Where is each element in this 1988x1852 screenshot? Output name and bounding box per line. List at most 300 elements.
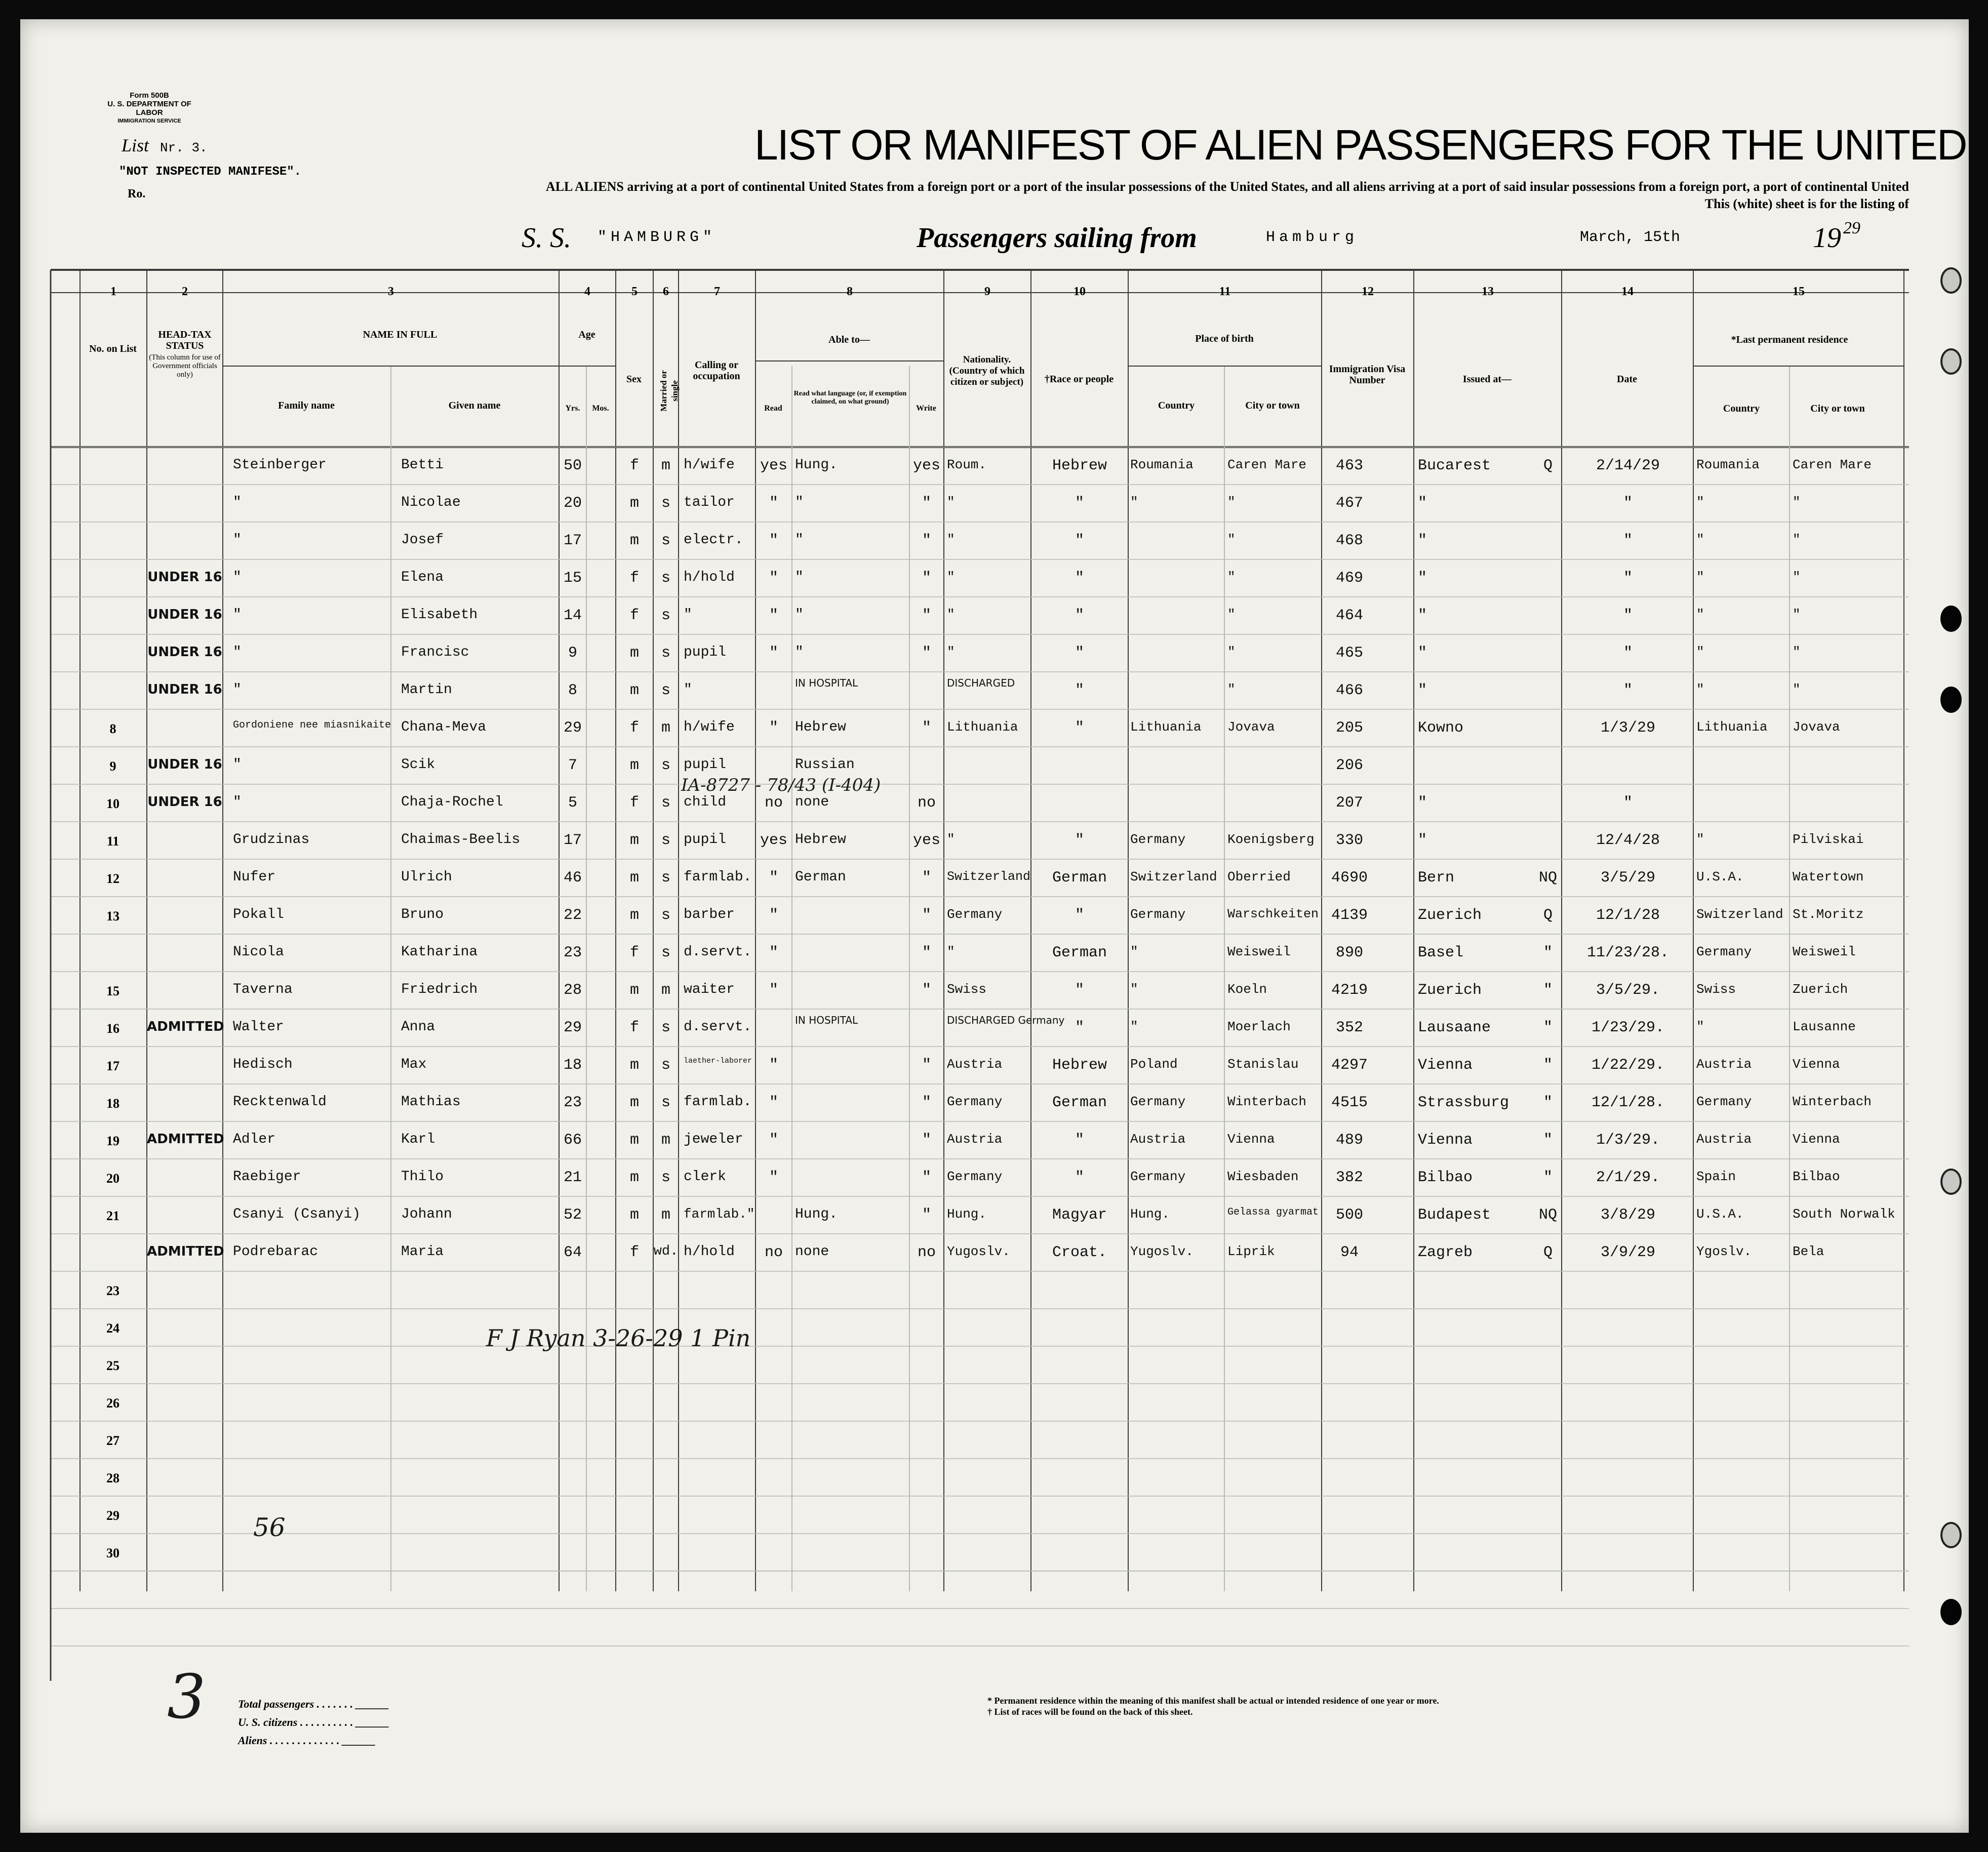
- race: ": [1075, 532, 1084, 549]
- visa-number: 207: [1335, 794, 1363, 812]
- quota-mark: ": [1543, 1057, 1553, 1074]
- marital-status: s: [661, 869, 670, 887]
- header-race: †Race or people: [1044, 374, 1114, 385]
- subtitle-sheet-note: This (white) sheet is for the listing of: [1704, 196, 1909, 211]
- quota-mark: Q: [1543, 457, 1553, 474]
- row-number: 16: [106, 1021, 120, 1036]
- issued-at: ": [1418, 532, 1427, 549]
- race: Hebrew: [1052, 1057, 1107, 1074]
- sex: f: [629, 944, 639, 961]
- quota-mark: ": [1543, 944, 1553, 961]
- residence-city: Pilviskai: [1793, 832, 1864, 847]
- list-label: List: [122, 135, 149, 155]
- column-number: 2: [182, 285, 188, 298]
- header-read-language: Read what language (or, if exemption claimed, on what ground): [793, 390, 907, 406]
- header-head-tax-note: (This column for use of Government officials only): [149, 353, 221, 379]
- race: Magyar: [1052, 1206, 1107, 1224]
- can-read: ": [769, 719, 778, 737]
- can-write: yes: [912, 457, 940, 474]
- row-number: 18: [106, 1096, 120, 1111]
- age-years: 14: [563, 607, 582, 624]
- birth-city: Koeln: [1227, 982, 1267, 997]
- header-issued-at: Issued at—: [1462, 374, 1512, 385]
- race: ": [1075, 982, 1084, 999]
- sex: m: [629, 1057, 639, 1074]
- family-name: ": [233, 607, 242, 623]
- header-visa-number: Immigration Visa Number: [1329, 364, 1406, 386]
- given-name: Anna: [401, 1019, 435, 1035]
- nationality: Germany: [947, 907, 1003, 922]
- occupation: farmlab.": [684, 1206, 755, 1222]
- occupation: h/hold: [684, 570, 735, 585]
- age-years: 66: [563, 1132, 582, 1149]
- sex: m: [629, 645, 639, 662]
- nationality: Switzerland: [947, 869, 1031, 884]
- age-years: 17: [563, 832, 582, 849]
- header-birth-city: City or town: [1245, 400, 1300, 411]
- given-name: Bruno: [401, 907, 444, 922]
- residence-city: ": [1793, 607, 1801, 622]
- family-name: Hedisch: [233, 1057, 293, 1072]
- family-name: Csanyi (Csanyi): [233, 1206, 361, 1222]
- visa-number: 206: [1335, 757, 1363, 774]
- age-years: 46: [563, 869, 582, 887]
- can-write: ": [922, 1206, 931, 1224]
- visa-date: 12/1/28: [1596, 907, 1660, 924]
- can-write: ": [922, 607, 931, 624]
- header-visa-date: Date: [1617, 374, 1637, 385]
- given-name: Mathias: [401, 1094, 461, 1110]
- birth-city: Gelassa gyarmat: [1227, 1206, 1319, 1218]
- department-name: U. S. DEPARTMENT OF LABOR: [107, 100, 191, 117]
- marital-status: s: [661, 757, 670, 774]
- sex: m: [629, 982, 639, 999]
- birth-country: Austria: [1130, 1132, 1186, 1147]
- occupation: ": [684, 682, 692, 698]
- read-language: ": [795, 532, 804, 548]
- hospital-id-note: IA-8727 - 78/43 (I-404): [681, 775, 881, 795]
- quota-mark: ": [1543, 1094, 1553, 1111]
- birth-country: Roumania: [1130, 457, 1194, 472]
- birth-city: Warschkeiten: [1227, 907, 1319, 921]
- sex: m: [629, 1132, 639, 1149]
- family-name: Taverna: [233, 982, 293, 997]
- read-language: Hung.: [795, 457, 838, 473]
- occupation: h/hold: [684, 1244, 735, 1260]
- header-sex: Sex: [626, 374, 642, 385]
- can-write: ": [922, 1169, 931, 1186]
- visa-date: 11/23/28.: [1586, 944, 1669, 961]
- header-mos: Mos.: [592, 404, 609, 413]
- residence-city: St.Moritz: [1793, 907, 1864, 922]
- marital-status: wd.: [653, 1244, 679, 1259]
- given-name: Ulrich: [401, 869, 452, 885]
- race: ": [1075, 907, 1084, 924]
- given-name: Chaimas-Beelis: [401, 832, 521, 848]
- read-language: none: [795, 1244, 829, 1260]
- birth-city: Oberried: [1227, 869, 1291, 884]
- row-number: 13: [106, 909, 120, 923]
- sex: m: [629, 495, 639, 512]
- birth-city: ": [1227, 682, 1236, 697]
- header-read: Read: [764, 404, 782, 413]
- can-read: ": [769, 570, 778, 587]
- birth-city: Koenigsberg: [1227, 832, 1315, 847]
- family-name: Pokall: [233, 907, 284, 922]
- occupation: pupil: [684, 832, 727, 848]
- corner-mark: 3: [167, 1662, 206, 1733]
- marital-status: m: [661, 1132, 670, 1149]
- age-years: 9: [568, 645, 577, 662]
- head-tax-status: UNDER 16: [147, 794, 222, 810]
- header-family-name: Family name: [278, 400, 335, 411]
- header-name-in-full: NAME IN FULL: [363, 329, 438, 340]
- given-name: Josef: [401, 532, 444, 548]
- read-language: ": [795, 607, 804, 623]
- marital-status: s: [661, 495, 670, 512]
- residence-country: U.S.A.: [1696, 1206, 1744, 1222]
- given-name: Max: [401, 1057, 427, 1072]
- read-language: Hebrew: [795, 832, 846, 848]
- header-calling: Calling or occupation: [693, 359, 740, 382]
- empty-row-number: 30: [106, 1546, 120, 1560]
- visa-date: ": [1623, 570, 1633, 587]
- marital-status: s: [661, 607, 670, 624]
- read-language: IN HOSPITAL: [795, 1014, 858, 1026]
- marital-status: m: [661, 719, 670, 737]
- total-passengers-label: Total passengers . . . . . . . ______: [238, 1698, 389, 1710]
- can-write: ": [922, 1132, 931, 1149]
- can-read: ": [769, 1169, 778, 1186]
- visa-number: 330: [1335, 832, 1363, 849]
- sex: f: [629, 719, 639, 737]
- visa-date: ": [1623, 532, 1633, 549]
- visa-date: 2/1/29.: [1596, 1169, 1660, 1186]
- residence-country: Germany: [1696, 1094, 1752, 1109]
- residence-city: Watertown: [1793, 869, 1864, 884]
- binder-hole: [1940, 267, 1962, 294]
- can-write: ": [922, 869, 931, 887]
- row-number: 15: [106, 984, 120, 998]
- occupation: child: [684, 794, 727, 810]
- marital-status: s: [661, 832, 670, 849]
- visa-date: ": [1623, 495, 1633, 512]
- age-years: 64: [563, 1244, 582, 1261]
- head-tax-status: UNDER 16: [147, 607, 222, 622]
- can-read: ": [769, 495, 778, 512]
- birth-city: ": [1227, 607, 1236, 622]
- occupation: farmlab.: [684, 869, 752, 885]
- birth-country: Switzerland: [1130, 869, 1217, 884]
- read-language: Hung.: [795, 1206, 838, 1222]
- birth-country: Germany: [1130, 832, 1186, 847]
- occupation: barber: [684, 907, 735, 922]
- read-language: German: [795, 869, 846, 885]
- empty-row-number: 25: [106, 1358, 120, 1373]
- quota-mark: ": [1543, 1019, 1553, 1036]
- family-name: ": [233, 757, 242, 773]
- race: ": [1075, 682, 1084, 699]
- head-tax-status: UNDER 16: [147, 682, 222, 697]
- sex: m: [629, 682, 639, 699]
- marital-status: m: [661, 982, 670, 999]
- issued-at: Vienna: [1418, 1132, 1473, 1149]
- age-years: 23: [563, 1094, 582, 1111]
- read-language: ": [795, 570, 804, 585]
- sex: f: [629, 570, 639, 587]
- occupation: h/wife: [684, 457, 735, 473]
- nationality: ": [947, 607, 955, 622]
- birth-country: Hung.: [1130, 1206, 1170, 1222]
- family-name: ": [233, 645, 242, 660]
- birth-country: ": [1130, 944, 1138, 959]
- binder-hole: [1940, 687, 1962, 713]
- issued-at: ": [1418, 682, 1427, 699]
- residence-city: ": [1793, 645, 1801, 660]
- ship-name: "HAMBURG": [598, 229, 717, 246]
- can-write: ": [922, 1057, 931, 1074]
- residence-country: Roumania: [1696, 457, 1760, 472]
- residence-city: Vienna: [1793, 1057, 1840, 1072]
- column-number: 15: [1793, 285, 1805, 298]
- age-years: 23: [563, 944, 582, 961]
- family-name: Walter: [233, 1019, 284, 1035]
- birth-country: Lithuania: [1130, 719, 1202, 735]
- empty-row-number: 29: [106, 1508, 120, 1523]
- issued-at: Zagreb: [1418, 1244, 1473, 1261]
- binder-hole: [1940, 1599, 1962, 1625]
- given-name: Francisc: [401, 645, 469, 660]
- header-birth-country: Country: [1158, 400, 1195, 411]
- issued-at: ": [1418, 832, 1427, 849]
- visa-date: 3/9/29: [1600, 1244, 1656, 1261]
- nationality: DISCHARGED: [947, 677, 1015, 689]
- can-write: ": [922, 719, 931, 737]
- row-number: 10: [106, 796, 120, 811]
- can-write: ": [922, 495, 931, 512]
- sex: f: [629, 794, 639, 812]
- residence-country: Austria: [1696, 1057, 1752, 1072]
- residence-city: Weisweil: [1793, 944, 1856, 959]
- departure-port: Hamburg: [1266, 229, 1359, 246]
- column-number: 10: [1073, 285, 1086, 298]
- form-identifier: [99, 91, 200, 126]
- marital-status: s: [661, 645, 670, 662]
- given-name: Thilo: [401, 1169, 444, 1185]
- issued-at: ": [1418, 794, 1427, 812]
- nationality: Roum.: [947, 457, 987, 472]
- row-number: 21: [106, 1209, 120, 1223]
- visa-date: 12/4/28: [1596, 832, 1660, 849]
- given-name: Johann: [401, 1206, 452, 1222]
- column-number: 13: [1482, 285, 1494, 298]
- column-number: 11: [1219, 285, 1231, 298]
- birth-country: ": [1130, 1019, 1138, 1034]
- manifest-sheet: [20, 19, 1969, 1833]
- birth-city: Stanislau: [1227, 1057, 1299, 1072]
- birth-country: Germany: [1130, 1169, 1186, 1184]
- residence-country: U.S.A.: [1696, 869, 1744, 884]
- head-tax-status: UNDER 16: [147, 757, 222, 772]
- visa-number: 382: [1335, 1169, 1363, 1186]
- header-head-tax: HEAD-TAX STATUS: [158, 329, 212, 351]
- page-mark: 56: [253, 1513, 286, 1542]
- marital-status: s: [661, 794, 670, 812]
- given-name: Martin: [401, 682, 452, 698]
- read-language: Russian: [795, 757, 855, 773]
- aliens-label: Aliens . . . . . . . . . . . . . ______: [238, 1734, 376, 1747]
- visa-number: 4297: [1331, 1057, 1368, 1074]
- visa-number: 489: [1335, 1132, 1363, 1149]
- given-name: Friedrich: [401, 982, 478, 997]
- footer-totals: [238, 1695, 389, 1750]
- occupation: h/wife: [684, 719, 735, 735]
- residence-city: Caren Mare: [1793, 457, 1872, 472]
- visa-date: 1/22/29.: [1591, 1057, 1665, 1074]
- sex: m: [629, 757, 639, 774]
- family-name: Gordoniene nee miasnikaite: [233, 719, 391, 731]
- birth-city: Moerlach: [1227, 1019, 1291, 1034]
- issued-at: ": [1418, 495, 1427, 512]
- birth-city: Weisweil: [1227, 944, 1291, 959]
- subtitle-arrivals: ALL ALIENS arriving at a port of continental United States from a foreign port or a port of the insular possessions of the United States, and all aliens arriving at a port of said insular possessions from a foreign port, a port of continental United: [545, 179, 1909, 194]
- empty-row-number: 24: [106, 1321, 120, 1336]
- head-tax-status: ADMITTED: [147, 1019, 224, 1034]
- empty-row-number: 27: [106, 1433, 120, 1448]
- not-inspected-stamp: "NOT INSPECTED MANIFESE".: [119, 165, 302, 179]
- quota-mark: ": [1543, 1169, 1553, 1186]
- sex: m: [629, 832, 639, 849]
- residence-city: ": [1793, 682, 1801, 697]
- issued-at: Zuerich: [1418, 907, 1482, 924]
- family-name: ": [233, 532, 242, 548]
- header-married: Married or single: [659, 370, 680, 412]
- can-write: ": [922, 907, 931, 924]
- given-name: Scik: [401, 757, 435, 773]
- family-name: ": [233, 682, 242, 698]
- header-given-name: Given name: [448, 400, 501, 411]
- given-name: Elena: [401, 570, 444, 585]
- empty-row-number: 28: [106, 1471, 120, 1485]
- row-number: 8: [109, 721, 116, 736]
- residence-city: ": [1793, 495, 1801, 510]
- nationality: ": [947, 495, 955, 510]
- occupation: electr.: [684, 532, 743, 548]
- binder-hole: [1940, 606, 1962, 632]
- issued-at: Zuerich: [1418, 982, 1482, 999]
- marital-status: s: [661, 1094, 670, 1111]
- nationality: ": [947, 944, 955, 959]
- ss-label: S. S.: [522, 222, 571, 254]
- can-write: no: [917, 794, 936, 812]
- residence-city: South Norwalk: [1793, 1206, 1895, 1222]
- can-write: ": [922, 1094, 931, 1111]
- visa-number: 467: [1335, 495, 1363, 512]
- read-language: ": [795, 645, 804, 660]
- age-years: 8: [568, 682, 577, 699]
- residence-country: Ygoslv.: [1696, 1244, 1752, 1259]
- race: German: [1052, 944, 1107, 961]
- visa-date: 1/3/29: [1600, 719, 1656, 737]
- residence-city: ": [1793, 570, 1801, 585]
- head-tax-status: UNDER 16: [147, 645, 222, 660]
- can-read: ": [769, 532, 778, 549]
- visa-date: 2/14/29: [1596, 457, 1660, 474]
- residence-city: ": [1793, 532, 1801, 547]
- family-name: Adler: [233, 1132, 276, 1147]
- birth-city: Wiesbaden: [1227, 1169, 1299, 1184]
- column-number: 12: [1362, 285, 1374, 298]
- nationality: ": [947, 832, 955, 847]
- marital-status: s: [661, 1019, 670, 1036]
- visa-date: ": [1623, 682, 1633, 699]
- occupation: laether-laborer: [684, 1057, 752, 1065]
- footnotes: [987, 1695, 1646, 1717]
- sex: f: [629, 607, 639, 624]
- visa-number: 463: [1335, 457, 1363, 474]
- can-write: ": [922, 982, 931, 999]
- age-years: 5: [568, 794, 577, 812]
- family-name: ": [233, 794, 242, 810]
- row-number: 17: [106, 1059, 120, 1073]
- residence-country: ": [1696, 682, 1704, 697]
- can-read: no: [764, 1244, 783, 1261]
- visa-number: 4139: [1331, 907, 1368, 924]
- nationality: Austria: [947, 1132, 1003, 1147]
- can-read: ": [769, 1094, 778, 1111]
- can-read: ": [769, 907, 778, 924]
- birth-country: Germany: [1130, 907, 1186, 922]
- residence-country: Austria: [1696, 1132, 1752, 1147]
- sex: m: [629, 1094, 639, 1111]
- can-read: ": [769, 944, 778, 961]
- family-name: Steinberger: [233, 457, 327, 473]
- nationality: Germany: [947, 1169, 1003, 1184]
- nationality: Hung.: [947, 1206, 987, 1222]
- age-years: 7: [568, 757, 577, 774]
- marital-status: s: [661, 682, 670, 699]
- race: German: [1052, 869, 1107, 887]
- given-name: Elisabeth: [401, 607, 478, 623]
- birth-city: Liprik: [1227, 1244, 1275, 1259]
- column-number: 6: [663, 285, 669, 298]
- can-write: no: [917, 1244, 936, 1261]
- birth-city: ": [1227, 570, 1236, 585]
- visa-number: 4690: [1331, 869, 1368, 887]
- given-name: Katharina: [401, 944, 478, 960]
- residence-city: Bela: [1793, 1244, 1824, 1259]
- can-read: ": [769, 607, 778, 624]
- nationality: Swiss: [947, 982, 987, 997]
- age-years: 28: [563, 982, 582, 999]
- residence-country: ": [1696, 607, 1704, 622]
- list-number: [122, 135, 208, 156]
- issued-at: Lausaane: [1418, 1019, 1491, 1036]
- can-read: yes: [760, 457, 787, 474]
- age-years: 20: [563, 495, 582, 512]
- age-years: 50: [563, 457, 582, 474]
- column-number: 5: [631, 285, 638, 298]
- residence-country: Switzerland: [1696, 907, 1783, 922]
- form-number: Form 500B: [130, 91, 169, 100]
- can-write: ": [922, 645, 931, 662]
- residence-country: Lithuania: [1696, 719, 1768, 735]
- birth-city: ": [1227, 645, 1236, 660]
- visa-date: 3/8/29: [1600, 1206, 1656, 1224]
- issued-at: Budapest: [1418, 1206, 1491, 1224]
- birth-country: ": [1130, 982, 1138, 997]
- inspector-signature: F J Ryan 3-26-29 1 Pin: [486, 1324, 751, 1352]
